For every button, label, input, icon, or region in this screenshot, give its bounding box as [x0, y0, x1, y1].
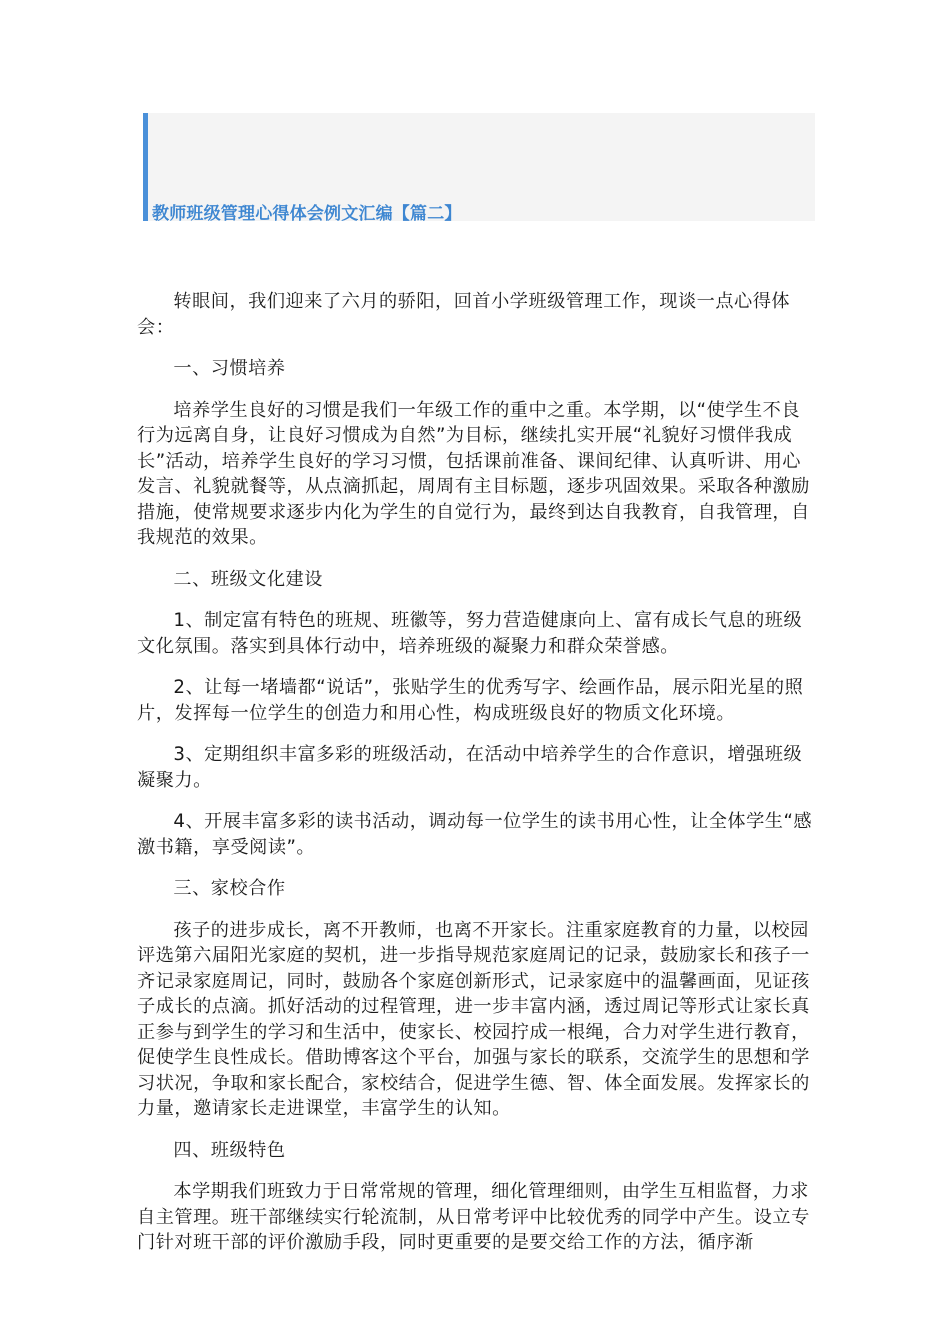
paragraph: 孩子的进步成长，离不开教师，也离不开家长。注重家庭教育的力量，以校园评选第六届阳光家庭的契机，进一步指导规范家庭周记的记录，鼓励家长和孩子一齐记录家庭周记，同时，鼓励各个家庭创新形式，记录家庭中的温馨画面，见证孩子成长的点滴。抓好活动的过程管理，进一步丰富内涵，透过周记等形式让家长真正参与到学生的学习和生活中，使家长、校园拧成一根绳，合力对学生进行教育，促使学生良性成长。借助博客这个平台，加强与家长的联系，交流学生的思想和学习状况，争取和家长配合，家校结合，促进学生德、智、体全面发展。发挥家长的力量，邀请家长走进课堂，丰富学生的认知。	[137, 919, 810, 1119]
section-heading: 一、习惯培养	[173, 358, 286, 379]
paragraph: 培养学生良好的习惯是我们一年级工作的重中之重。本学期，以“使学生不良行为远离自身，让良好习惯成为自然”为目标，继续扎实开展“礼貌好习惯伴我成长”活动，培养学生良好的学习习惯，包括课前准备、课间纪律、认真听讲、用心发言、礼貌就餐等，从点滴抓起，周周有主目标题，逐步巩固效果。采取各种激励措施，使常规要求逐步内化为学生的自觉行为，最终到达自我教育，自我管理，自我规范的效果。	[137, 399, 810, 548]
paragraph: 本学期我们班致力于日常常规的管理，细化管理细则，由学生互相监督，力求自主管理。班干部继续实行轮流制，从日常考评中比较优秀的同学中产生。设立专门针对班干部的评价激励手段，同时更重要的是要交给工作的方法，循序渐	[137, 1181, 810, 1253]
paragraph: 3、定期组织丰富多彩的班级活动，在活动中培养学生的合作意识，增强班级凝聚力。	[137, 744, 803, 791]
article-body	[137, 289, 817, 1256]
paragraph: 转眼间，我们迎来了六月的骄阳，回首小学班级管理工作，现谈一点心得体会：	[137, 291, 791, 338]
paragraph: 4、开展丰富多彩的读书活动，调动每一位学生的读书用心性，让全体学生“感激书籍，享受阅读”。	[137, 811, 813, 858]
section-heading: 四、班级特色	[173, 1139, 286, 1161]
page-title: 教师班级管理心得体会例文汇编【篇二】	[152, 204, 462, 224]
section-heading: 二、班级文化建设	[173, 568, 323, 590]
title-banner	[143, 113, 815, 224]
paragraph: 2、让每一堵墙都“说话”，张贴学生的优秀写字、绘画作品，展示阳光星的照片，发挥每一位学生的创造力和用心性，构成班级良好的物质文化环境。	[137, 677, 804, 724]
section-heading: 三、家校合作	[173, 878, 286, 899]
paragraph: 1、制定富有特色的班规、班徽等，努力营造健康向上、富有成长气息的班级文化氛围。落实到具体行动中，培养班级的凝聚力和群众荣誉感。	[137, 610, 803, 657]
